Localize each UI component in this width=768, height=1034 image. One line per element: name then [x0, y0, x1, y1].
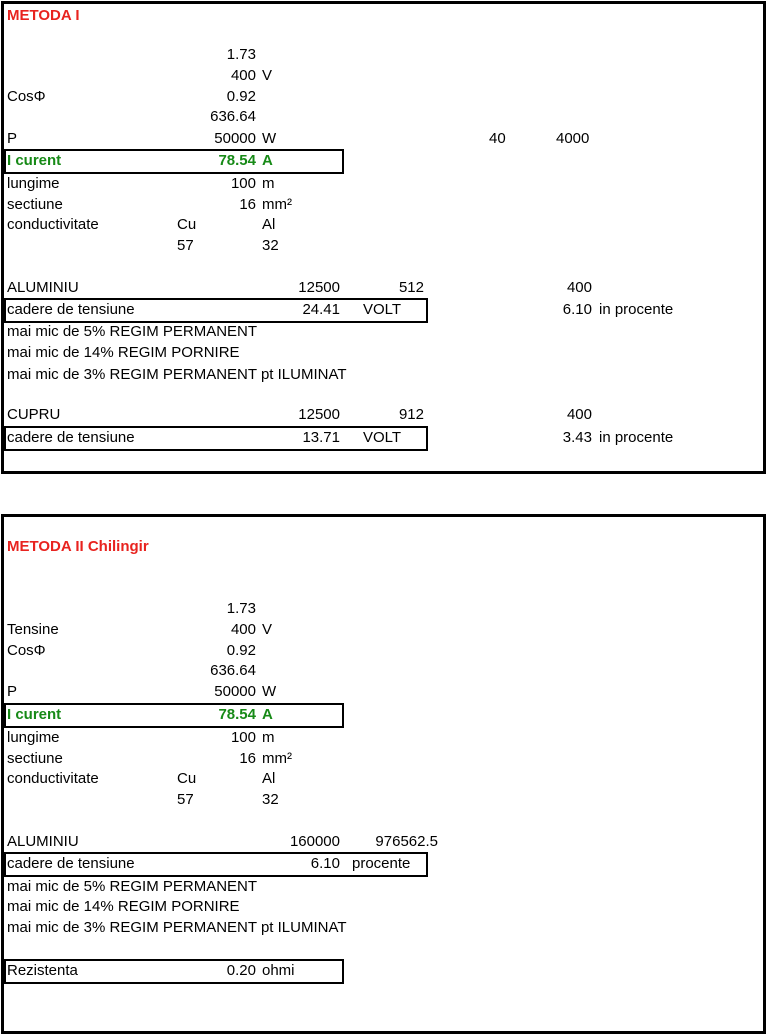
aluminium-value-2: 512 — [398, 279, 424, 296]
aluminium-percent-value: 6.10 — [562, 301, 592, 318]
voltage-unit: V — [262, 67, 273, 84]
conductivity-al-value: 32 — [262, 791, 279, 808]
method-2-frame — [1, 514, 766, 1034]
power-label: P — [7, 683, 18, 700]
aluminium-percent-unit: in procente — [599, 301, 674, 318]
aluminium-value-3: 400 — [566, 279, 592, 296]
current-label: I curent — [7, 152, 62, 169]
power-value: 50000 — [214, 683, 256, 700]
conductivity-cu-value: 57 — [177, 791, 194, 808]
note-lighting: mai mic de 3% REGIM PERMANENT pt ILUMINAT — [7, 366, 347, 383]
copper-drop-label: cadere de tensiune — [7, 429, 135, 446]
copper-percent-unit: in procente — [599, 429, 674, 446]
copper-percent-value: 3.43 — [562, 429, 592, 446]
copper-drop-unit: VOLT — [363, 429, 402, 446]
conductivity-cu-label: Cu — [177, 216, 197, 233]
copper-label: CUPRU — [7, 406, 61, 423]
length-unit: m — [262, 729, 275, 746]
power-label: P — [7, 130, 18, 147]
conductivity-cu-value: 57 — [177, 237, 194, 254]
conductivity-al-label: Al — [262, 770, 276, 787]
section-value: 16 — [239, 750, 256, 767]
length-value: 100 — [230, 175, 256, 192]
resistance-value: 0.20 — [226, 962, 256, 979]
product-value: 636.64 — [210, 108, 256, 125]
length-value: 100 — [230, 729, 256, 746]
aluminium-drop-unit: VOLT — [363, 301, 402, 318]
note-startup: mai mic de 14% REGIM PORNIRE — [7, 344, 240, 361]
method-1-title: METODA I — [7, 7, 80, 24]
voltage-drop-value: 6.10 — [310, 855, 340, 872]
current-unit: A — [262, 152, 273, 169]
product-value: 636.64 — [210, 662, 256, 679]
power-unit: W — [262, 130, 277, 147]
aluminium-drop-label: cadere de tensiune — [7, 301, 135, 318]
length-label: lungime — [7, 175, 60, 192]
voltage-value: 400 — [230, 67, 256, 84]
section-value: 16 — [239, 196, 256, 213]
voltage-label: Tensine — [7, 621, 59, 638]
aluminium-drop-value: 24.41 — [302, 301, 340, 318]
current-label: I curent — [7, 706, 62, 723]
aluminium-value-1: 12500 — [298, 279, 340, 296]
current-value: 78.54 — [218, 152, 256, 169]
power-unit: W — [262, 683, 277, 700]
aluminium-value-1: 160000 — [289, 833, 340, 850]
copper-value-3: 400 — [566, 406, 592, 423]
aluminium-label: ALUMINIU — [7, 833, 79, 850]
conductivity-al-label: Al — [262, 216, 276, 233]
aluminium-label: ALUMINIU — [7, 279, 79, 296]
cos-value: 0.92 — [226, 642, 256, 659]
note-startup: mai mic de 14% REGIM PORNIRE — [7, 898, 240, 915]
length-unit: m — [262, 175, 275, 192]
conductivity-al-value: 32 — [262, 237, 279, 254]
current-unit: A — [262, 706, 273, 723]
copper-value-2: 912 — [398, 406, 424, 423]
conductivity-label: conductivitate — [7, 216, 99, 233]
current-value: 78.54 — [218, 706, 256, 723]
copper-drop-value: 13.71 — [302, 429, 340, 446]
voltage-value: 400 — [230, 621, 256, 638]
aluminium-value-2: 976562.5 — [375, 833, 438, 850]
voltage-drop-label: cadere de tensiune — [7, 855, 135, 872]
method-1-frame — [1, 1, 766, 474]
section-unit: mm² — [262, 196, 292, 213]
method-2-title: METODA II Chilingir — [7, 538, 149, 555]
note-permanent: mai mic de 5% REGIM PERMANENT — [7, 323, 258, 340]
cos-label: CosΦ — [7, 642, 46, 659]
section-label: sectiune — [7, 196, 63, 213]
length-label: lungime — [7, 729, 60, 746]
note-permanent: mai mic de 5% REGIM PERMANENT — [7, 878, 258, 895]
note-lighting: mai mic de 3% REGIM PERMANENT pt ILUMINAT — [7, 919, 347, 936]
voltage-unit: V — [262, 621, 273, 638]
conductivity-cu-label: Cu — [177, 770, 197, 787]
cos-label: CosΦ — [7, 88, 46, 105]
sqrt3-value: 1.73 — [226, 600, 256, 617]
conductivity-label: conductivitate — [7, 770, 99, 787]
power-value: 50000 — [214, 130, 256, 147]
resistance-unit: ohmi — [262, 962, 295, 979]
cos-value: 0.92 — [226, 88, 256, 105]
power-extra-1: 40 — [489, 130, 506, 147]
resistance-label: Rezistenta — [7, 962, 78, 979]
section-label: sectiune — [7, 750, 63, 767]
voltage-drop-unit: procente — [352, 855, 411, 872]
section-unit: mm² — [262, 750, 292, 767]
copper-value-1: 12500 — [298, 406, 340, 423]
power-extra-2: 4000 — [556, 130, 590, 147]
sqrt3-value: 1.73 — [226, 46, 256, 63]
